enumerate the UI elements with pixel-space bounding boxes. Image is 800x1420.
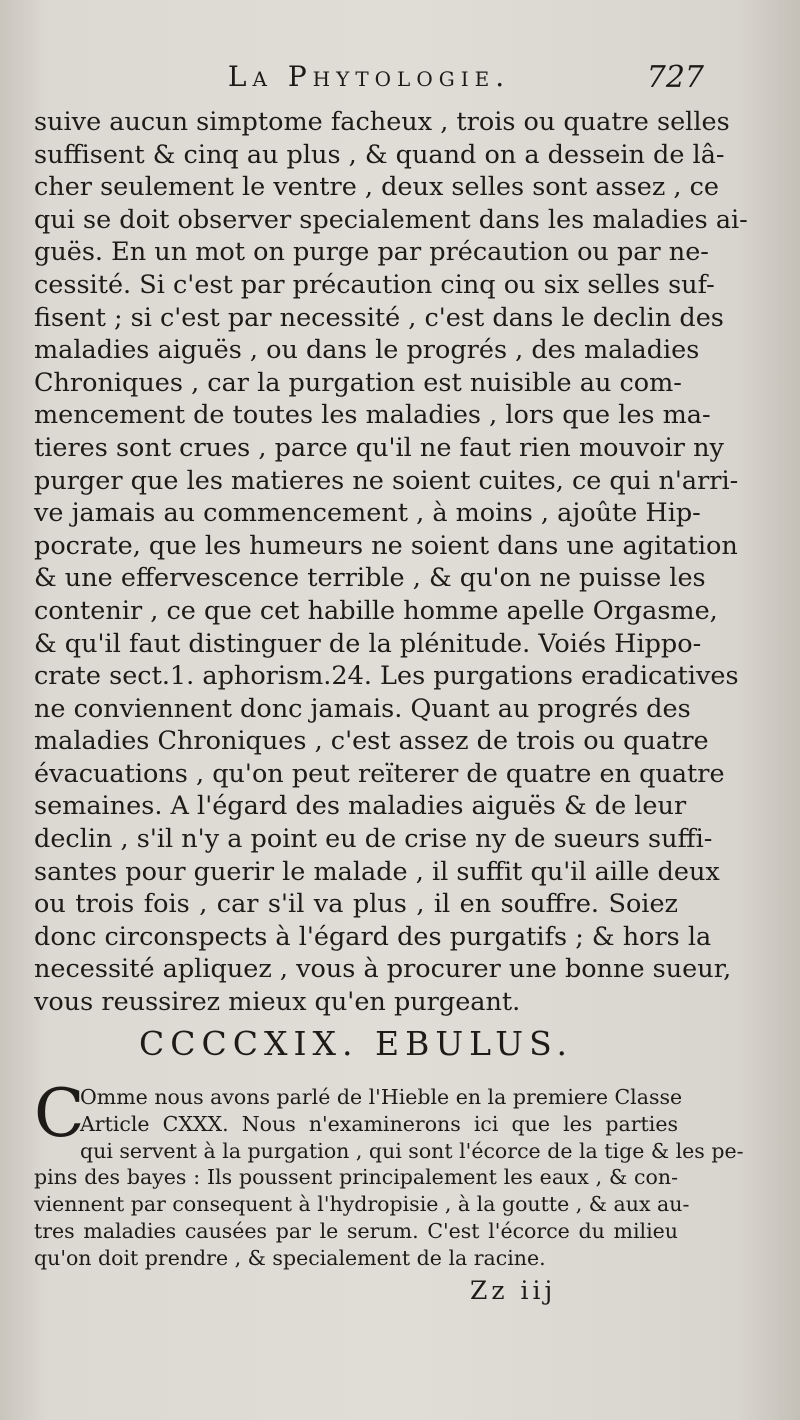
body-line: ve jamais au commencement , à moins , ajoûte Hip- bbox=[34, 498, 701, 529]
entry-line: pins des bayes : Ils poussent principalement les eaux , & con- bbox=[34, 1165, 678, 1190]
signature-mark: Zz iij bbox=[470, 1276, 557, 1305]
entry-line: viennent par consequent à l'hydropisie , à la goutte , & aux au- bbox=[34, 1192, 690, 1217]
entry-line: Article CXXX. Nous n'examinerons ici que les parties bbox=[80, 1111, 678, 1136]
body-line: contenir , ce que cet habille homme apelle Orgasme, bbox=[34, 595, 718, 626]
entry-line: Omme nous avons parlé de l'Hieble en la premiere Classe bbox=[80, 1085, 683, 1109]
body-line: suive aucun simptome facheux , trois ou quatre selles bbox=[34, 107, 730, 137]
drop-cap: C bbox=[34, 1075, 85, 1152]
body-line: pocrate, que les humeurs ne soient dans une agitation bbox=[34, 530, 738, 561]
body-line: declin , s'il n'y a point eu de crise ny de sueurs suffi- bbox=[34, 824, 713, 855]
running-title: La Phytologie. bbox=[227, 60, 511, 93]
body-line: Chroniques , car la purgation est nuisible au com- bbox=[34, 367, 682, 398]
body-line: & une effervescence terrible , & qu'on ne puisse les bbox=[34, 563, 706, 594]
body-text bbox=[34, 106, 748, 1019]
body-line: santes pour guerir le malade , il suffit qu'il aille deux bbox=[34, 856, 720, 887]
body-line: évacuations , qu'on peut reïterer de quatre en quatre bbox=[34, 758, 725, 789]
body-line: fisent ; si c'est par necessité , c'est dans le declin des bbox=[34, 302, 724, 333]
body-line: crate sect.1. aphorism.24. Les purgations eradicatives bbox=[34, 661, 739, 692]
ebulus-entry bbox=[34, 1075, 744, 1272]
body-line: guës. En un mot on purge par précaution ou par ne- bbox=[34, 237, 709, 268]
body-line: ou trois fois , car s'il va plus , il en souffre. Soiez bbox=[34, 889, 678, 920]
body-line: ne conviennent donc jamais. Quant au progrés des bbox=[34, 693, 691, 724]
entry-line: qui servent à la purgation , qui sont l'écorce de la tige & les pe- bbox=[80, 1138, 744, 1163]
body-line: maladies aiguës , ou dans le progrés , des maladies bbox=[34, 335, 700, 366]
body-line: donc circonspects à l'égard des purgatifs ; & hors la bbox=[34, 921, 712, 952]
entry-lines bbox=[34, 1075, 744, 1272]
body-line: purger que les matieres ne soient cuites, ce qui n'arri- bbox=[34, 465, 739, 496]
body-line: & qu'il faut distinguer de la plénitude. Voiés Hippo- bbox=[34, 628, 702, 659]
body-line: cessité. Si c'est par précaution cinq ou six selles suf- bbox=[34, 269, 715, 300]
body-line: suffisent & cinq au plus , & quand on a dessein de lâ- bbox=[34, 139, 725, 170]
body-line: mencement de toutes les maladies , lors que les ma- bbox=[34, 400, 711, 431]
body-line: qui se doit observer specialement dans les maladies ai- bbox=[34, 204, 748, 235]
body-line: tieres sont crues , parce qu'il ne faut rien mouvoir ny bbox=[34, 432, 724, 463]
section-title: CCCCXIX. EBULUS. bbox=[139, 1024, 573, 1063]
entry-line: qu'on doit prendre , & specialement de la racine. bbox=[34, 1245, 546, 1270]
body-line: cher seulement le ventre , deux selles sont assez , ce bbox=[34, 172, 720, 203]
body-line: semaines. A l'égard des maladies aiguës & de leur bbox=[34, 791, 687, 822]
body-line: vous reussirez mieux qu'en purgeant. bbox=[34, 987, 521, 1018]
entry-line: tres maladies causées par le serum. C'est l'écorce du milieu bbox=[34, 1218, 678, 1243]
body-line: maladies Chroniques , c'est assez de trois ou quatre bbox=[34, 726, 709, 757]
page-number: 727 bbox=[646, 60, 704, 95]
body-line: necessité apliquez , vous à procurer une bonne sueur, bbox=[34, 954, 732, 985]
